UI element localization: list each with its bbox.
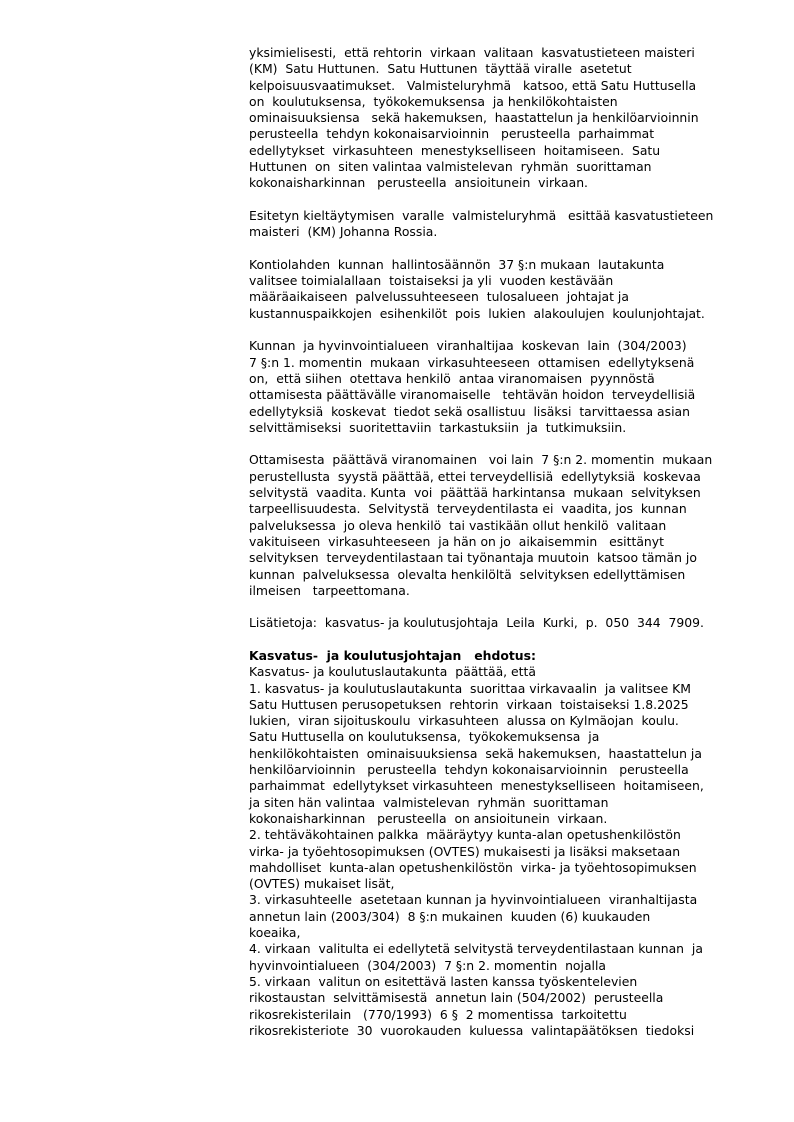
proposal-line: rikostaustan selvittämisestä annetun lain (504/2002) perusteella [249,990,664,1006]
paragraph-health-exemption [249,452,749,599]
text-line: perustellusta syystä päättää, ettei terveydellisiä edellytyksiä koskevaa [249,468,701,484]
paragraph-spacer [249,192,749,208]
proposal-line: lukien, viran sijoituskoulu virkasuhteen alussa on Kylmäojan koulu. [249,713,679,729]
text-line: edellytykset virkasuhteen menestykselliseen hoitamiseen. Satu [249,142,661,158]
proposal-line: 5. virkaan valitun on esitettävä lasten kanssa työskentelevien [249,973,638,989]
proposal-line: virka- ja työehtosopimuksen (OVTES) mukaisesti ja lisäksi maksetaan [249,843,681,859]
text-line: yksimielisesti, että rehtorin virkaan valitaan kasvatustieteen maisteri [249,45,695,60]
text-line: ottamisesta päättävälle viranomaiselle tehtävän hoidon terveydellisiä [249,387,696,403]
proposal-intro: Kasvatus- ja koulutuslautakunta päättää, että [249,664,536,680]
proposal-line: 1. kasvatus- ja koulutuslautakunta suorittaa virkavaalin ja valitsee KM [249,680,691,696]
proposal-line: henkilökohtaisten ominaisuuksiensa sekä hakemuksen, haastattelun ja [249,745,702,761]
proposal-line: Satu Huttusella on koulutuksensa, työkokemuksensa ja [249,729,600,745]
text-line: ominaisuuksiensa sekä hakemuksen, haastattelun ja henkilöarvioinnin [249,110,699,126]
paragraph-spacer [249,322,749,338]
proposal-line: henkilöarvioinnin perusteella tehdyn kokonaisarvioinnin perusteella [249,762,689,778]
text-line: 7 §:n 1. momentin mukaan virkasuhteeseen ottamisen edellytyksenä [249,354,695,370]
text-line: (KM) Satu Huttunen. Satu Huttunen täyttää viralle asetetut [249,61,632,77]
proposal-line: koeaika, [249,925,301,941]
text-line: ilmeisen tarpeettomana. [249,582,410,598]
text-line: vakituiseen virkasuhteeseen ja hän on jo aikaisemmin esittänyt [249,533,664,549]
text-line: selvityksen terveydentilastaan tai työnantaja muutoin katsoo tämän jo [249,550,697,566]
document-page [249,45,749,1039]
proposal-line: 4. virkaan valitulta ei edellytetä selvitystä terveydentilastaan kunnan ja [249,941,703,957]
proposal-line: (OVTES) mukaiset lisät, [249,876,395,892]
proposal-line: parhaimmat edellytykset virkasuhteen menestykselliseen hoitamiseen, [249,778,704,794]
text-line: kustannuspaikkojen esihenkilöt pois lukien alakoulujen koulunjohtajat. [249,305,705,321]
proposal-section [249,648,749,1039]
paragraph-spacer [249,632,749,648]
paragraph-administrative-rule [249,257,749,322]
proposal-line: 3. virkasuhteelle asetetaan kunnan ja hyvinvointialueen viranhaltijasta [249,892,698,908]
proposal-line: rikosrekisteriote 30 vuorokauden kuluessa valintapäätöksen tiedoksi [249,1022,695,1038]
proposal-line: kokonaisharkinnan perusteella on ansioitunein virkaan. [249,810,608,826]
proposal-line: 2. tehtäväkohtainen palkka määräytyy kunta-alan opetushenkilöstön [249,827,681,843]
text-line: kunnan palveluksessa olevalta henkilöltä selvityksen edellyttämisen [249,566,686,582]
text-line: valitsee toimialallaan toistaiseksi ja yli vuoden kestävään [249,273,614,289]
text-line: selvittämiseksi suoritettaviin tarkastuksiin ja tutkimuksiin. [249,419,627,435]
proposal-heading: Kasvatus- ja koulutusjohtajan ehdotus: [249,647,536,663]
proposal-line: hyvinvointialueen (304/2003) 7 §:n 2. momentin nojalla [249,957,607,973]
paragraph-health-requirement [249,338,749,436]
text-line: perusteella tehdyn kokonaisarvioinnin perusteella parhaimmat [249,126,655,142]
text-line: Ottamisesta päättävä viranomainen voi lain 7 §:n 2. momentin mukaan [249,452,713,468]
contact-info: Lisätietoja: kasvatus- ja koulutusjohtaja Leila Kurki, p. 050 344 7909. [249,615,704,631]
text-line: Huttunen on siten valintaa valmistelevan ryhmän suorittaman [249,159,652,175]
text-line: on koulutuksensa, työkokemuksensa ja henkilökohtaisten [249,93,618,109]
text-line: Kontiolahden kunnan hallintosäännön 37 §:n mukaan lautakunta [249,256,665,272]
paragraph-selection-rationale [249,45,749,192]
text-line: kokonaisharkinnan perusteella ansioitunein virkaan. [249,175,588,191]
text-line: Esitetyn kieltäytymisen varalle valmisteluryhmä esittää kasvatustieteen [249,207,714,223]
text-line: edellytyksiä koskevat tiedot sekä osallistuu lisäksi tarvittaessa asian [249,403,690,419]
text-line: on, että siihen otettava henkilö antaa viranomaisen pyynnöstä [249,370,655,386]
proposal-line: rikosrekisterilain (770/1993) 6 § 2 momentissa tarkoitettu [249,1006,627,1022]
text-line: maisteri (KM) Johanna Rossia. [249,224,438,240]
paragraph-spacer [249,599,749,615]
proposal-line: mahdolliset kunta-alan opetushenkilöstön virka- ja työehtosopimuksen [249,859,697,875]
text-line: selvitystä vaadita. Kunta voi päättää harkintansa mukaan selvityksen [249,485,701,501]
paragraph-spacer [249,436,749,452]
text-line: Kunnan ja hyvinvointialueen viranhaltijaa koskevan lain (304/2003) [249,338,687,354]
proposal-line: annetun lain (2003/304) 8 §:n mukainen kuuden (6) kuukauden [249,908,651,924]
text-line: tarpeellisuudesta. Selvitystä terveydentilasta ei vaadita, jos kunnan [249,501,687,517]
proposal-line: Satu Huttusen perusopetuksen rehtorin virkaan toistaiseksi 1.8.2025 [249,696,689,712]
text-line: palveluksessa jo oleva henkilö tai vastikään ollut henkilö valitaan [249,517,667,533]
text-line: määräaikaiseen palvelussuhteeseen tulosalueen johtajat ja [249,289,629,305]
proposal-line: ja siten hän valintaa valmistelevan ryhmän suorittaman [249,794,609,810]
paragraph-reserve-candidate [249,208,749,241]
text-line: kelpoisuusvaatimukset. Valmisteluryhmä katsoo, että Satu Huttusella [249,77,697,93]
paragraph-spacer [249,241,749,257]
